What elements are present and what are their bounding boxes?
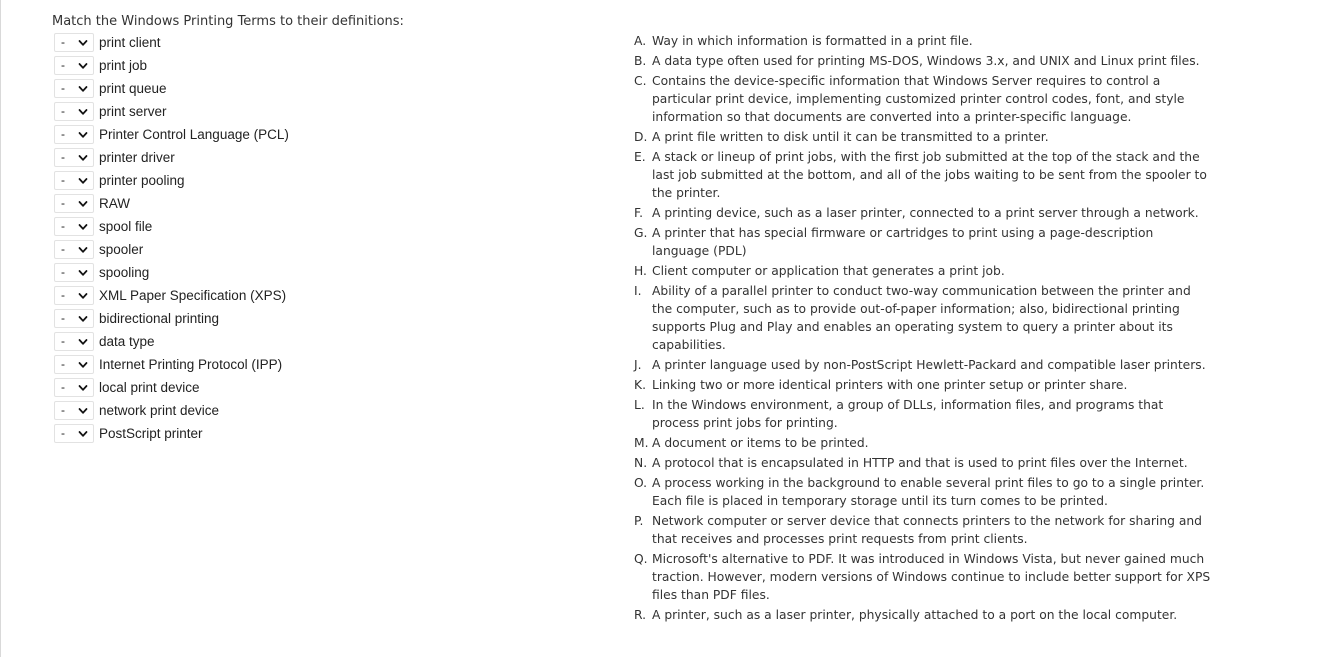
answer-select-value: - bbox=[61, 104, 65, 118]
chevron-down-icon bbox=[78, 38, 88, 48]
definition-item bbox=[634, 376, 1214, 394]
definition-item bbox=[634, 606, 1214, 624]
definitions-list bbox=[634, 32, 1214, 626]
term-row bbox=[54, 77, 289, 100]
term-label: Internet Printing Protocol (IPP) bbox=[99, 357, 283, 372]
answer-select-value: - bbox=[61, 403, 65, 417]
term-label: PostScript printer bbox=[99, 426, 203, 441]
term-label: spooling bbox=[99, 265, 150, 280]
definition-letter: C. bbox=[634, 74, 647, 88]
answer-select[interactable] bbox=[54, 125, 94, 144]
definition-item bbox=[634, 282, 1214, 354]
term-row bbox=[54, 330, 289, 353]
answer-select-value: - bbox=[61, 265, 65, 279]
answer-select-value: - bbox=[61, 150, 65, 164]
definition-item bbox=[634, 148, 1214, 202]
answer-select-value: - bbox=[61, 173, 65, 187]
definition-item bbox=[634, 474, 1214, 510]
definition-item bbox=[634, 434, 1214, 452]
definition-letter: D. bbox=[634, 130, 648, 144]
term-label: data type bbox=[99, 334, 155, 349]
term-row bbox=[54, 261, 289, 284]
answer-select-value: - bbox=[61, 357, 65, 371]
answer-select[interactable] bbox=[54, 79, 94, 98]
term-row bbox=[54, 54, 289, 77]
chevron-down-icon bbox=[78, 291, 88, 301]
term-label: RAW bbox=[99, 196, 130, 211]
answer-select-value: - bbox=[61, 127, 65, 141]
chevron-down-icon bbox=[78, 314, 88, 324]
answer-select-value: - bbox=[61, 219, 65, 233]
term-row bbox=[54, 169, 289, 192]
term-label: spooler bbox=[99, 242, 144, 257]
term-label: print queue bbox=[99, 81, 167, 96]
term-label: network print device bbox=[99, 403, 220, 418]
answer-select[interactable] bbox=[54, 33, 94, 52]
definition-item bbox=[634, 204, 1214, 222]
chevron-down-icon bbox=[78, 406, 88, 416]
definition-text: A protocol that is encapsulated in HTTP and that is used to print files over the Internet. bbox=[652, 456, 1188, 470]
answer-select[interactable] bbox=[54, 171, 94, 190]
definition-item bbox=[634, 32, 1214, 50]
definition-letter: P. bbox=[634, 514, 644, 528]
answer-select-value: - bbox=[61, 334, 65, 348]
term-label: print job bbox=[99, 58, 148, 73]
definition-item bbox=[634, 72, 1214, 126]
definition-text: A print file written to disk until it can be transmitted to a printer. bbox=[652, 130, 1049, 144]
answer-select-value: - bbox=[61, 311, 65, 325]
term-row bbox=[54, 238, 289, 261]
term-row bbox=[54, 146, 289, 169]
chevron-down-icon bbox=[78, 153, 88, 163]
definition-letter: F. bbox=[634, 206, 644, 220]
definition-text: Way in which information is formatted in a print file. bbox=[652, 34, 973, 48]
definition-letter: K. bbox=[634, 378, 646, 392]
answer-select[interactable] bbox=[54, 355, 94, 374]
chevron-down-icon bbox=[78, 176, 88, 186]
answer-select[interactable] bbox=[54, 332, 94, 351]
definition-text: A printer language used by non-PostScript Hewlett-Packard and compatible laser printers. bbox=[652, 358, 1206, 372]
answer-select-value: - bbox=[61, 58, 65, 72]
answer-select[interactable] bbox=[54, 309, 94, 328]
chevron-down-icon bbox=[78, 429, 88, 439]
definition-letter: J. bbox=[634, 358, 642, 372]
page-left-border bbox=[0, 0, 1, 657]
answer-select-value: - bbox=[61, 196, 65, 210]
definition-text: A data type often used for printing MS-DOS, Windows 3.x, and UNIX and Linux print files. bbox=[652, 54, 1200, 68]
chevron-down-icon bbox=[78, 245, 88, 255]
term-label: print client bbox=[99, 35, 161, 50]
definition-text: A printing device, such as a laser printer, connected to a print server through a network. bbox=[652, 206, 1199, 220]
answer-select[interactable] bbox=[54, 148, 94, 167]
term-row bbox=[54, 422, 289, 445]
term-label: Printer Control Language (PCL) bbox=[99, 127, 289, 142]
term-row bbox=[54, 215, 289, 238]
definition-item bbox=[634, 454, 1214, 472]
chevron-down-icon bbox=[78, 360, 88, 370]
answer-select[interactable] bbox=[54, 401, 94, 420]
definition-letter: B. bbox=[634, 54, 647, 68]
definition-text: Client computer or application that generates a print job. bbox=[652, 264, 1005, 278]
definition-letter: L. bbox=[634, 398, 645, 412]
chevron-down-icon bbox=[78, 383, 88, 393]
definition-text: Linking two or more identical printers with one printer setup or printer share. bbox=[652, 378, 1128, 392]
definition-text: A printer, such as a laser printer, physically attached to a port on the local computer. bbox=[652, 608, 1178, 622]
definition-letter: M. bbox=[634, 436, 649, 450]
chevron-down-icon bbox=[78, 84, 88, 94]
term-row bbox=[54, 31, 289, 54]
answer-select-value: - bbox=[61, 242, 65, 256]
chevron-down-icon bbox=[78, 107, 88, 117]
definition-item bbox=[634, 262, 1214, 280]
definition-text: A stack or lineup of print jobs, with the first job submitted at the top of the stack and the last job submitted at the bottom, and all of the jobs waiting to be sent from the spooler to the printer. bbox=[652, 150, 1207, 200]
answer-select-value: - bbox=[61, 288, 65, 302]
definition-item bbox=[634, 224, 1214, 260]
answer-select-value: - bbox=[61, 380, 65, 394]
definition-letter: N. bbox=[634, 456, 648, 470]
definition-text: Ability of a parallel printer to conduct two-way communication between the printer and the computer, such as to provide out-of-paper information; also, bidirectional printing supports Plug and Play and enables an operating system to query a printer about its capabilities. bbox=[652, 284, 1191, 352]
definition-letter: G. bbox=[634, 226, 648, 240]
definition-item bbox=[634, 550, 1214, 604]
definition-text: A document or items to be printed. bbox=[652, 436, 869, 450]
term-row bbox=[54, 353, 289, 376]
definition-text: A printer that has special firmware or cartridges to print using a page-description language (PDL) bbox=[652, 226, 1154, 258]
answer-select[interactable] bbox=[54, 102, 94, 121]
chevron-down-icon bbox=[78, 337, 88, 347]
definition-item bbox=[634, 396, 1214, 432]
definition-text: Microsoft's alternative to PDF. It was introduced in Windows Vista, but never gained much traction. However, modern versions of Windows continue to include better support for XPS files than PDF files. bbox=[652, 552, 1211, 602]
term-row bbox=[54, 192, 289, 215]
definition-text: Contains the device-specific information that Windows Server requires to control a particular print device, implementing customized printer control codes, font, and style information so that documents are converted into a printer-specific language. bbox=[652, 74, 1185, 124]
term-label: printer pooling bbox=[99, 173, 185, 188]
definition-text: Network computer or server device that connects printers to the network for sharing and that receives and processes print requests from print clients. bbox=[652, 514, 1202, 546]
answer-select[interactable] bbox=[54, 56, 94, 75]
chevron-down-icon bbox=[78, 222, 88, 232]
answer-select[interactable] bbox=[54, 286, 94, 305]
answer-select[interactable] bbox=[54, 378, 94, 397]
definition-letter: Q. bbox=[634, 552, 648, 566]
term-row bbox=[54, 376, 289, 399]
term-label: local print device bbox=[99, 380, 200, 395]
definition-letter: O. bbox=[634, 476, 648, 490]
answer-select-value: - bbox=[61, 81, 65, 95]
answer-select[interactable] bbox=[54, 240, 94, 259]
term-label: printer driver bbox=[99, 150, 175, 165]
definition-item bbox=[634, 128, 1214, 146]
definition-item bbox=[634, 512, 1214, 548]
answer-select[interactable] bbox=[54, 217, 94, 236]
terms-list bbox=[54, 31, 289, 445]
definition-letter: I. bbox=[634, 284, 642, 298]
definition-item bbox=[634, 52, 1214, 70]
term-label: print server bbox=[99, 104, 167, 119]
answer-select-value: - bbox=[61, 426, 65, 440]
answer-select-value: - bbox=[61, 35, 65, 49]
answer-select[interactable] bbox=[54, 194, 94, 213]
term-row bbox=[54, 399, 289, 422]
answer-select[interactable] bbox=[54, 263, 94, 282]
definition-letter: H. bbox=[634, 264, 647, 278]
answer-select[interactable] bbox=[54, 424, 94, 443]
term-row bbox=[54, 307, 289, 330]
term-label: spool file bbox=[99, 219, 153, 234]
question-prompt: Match the Windows Printing Terms to their definitions: bbox=[52, 14, 404, 29]
term-label: XML Paper Specification (XPS) bbox=[99, 288, 287, 303]
chevron-down-icon bbox=[78, 61, 88, 71]
term-row bbox=[54, 123, 289, 146]
term-label: bidirectional printing bbox=[99, 311, 220, 326]
definition-item bbox=[634, 356, 1214, 374]
term-row bbox=[54, 100, 289, 123]
definition-letter: R. bbox=[634, 608, 647, 622]
definition-letter: A. bbox=[634, 34, 647, 48]
definition-text: A process working in the background to enable several print files to go to a single printer. Each file is placed in temporary storage until its turn comes to be printed. bbox=[652, 476, 1205, 508]
term-row bbox=[54, 284, 289, 307]
chevron-down-icon bbox=[78, 130, 88, 140]
chevron-down-icon bbox=[78, 268, 88, 278]
chevron-down-icon bbox=[78, 199, 88, 209]
definition-text: In the Windows environment, a group of DLLs, information files, and programs that process print jobs for printing. bbox=[652, 398, 1164, 430]
definition-letter: E. bbox=[634, 150, 646, 164]
